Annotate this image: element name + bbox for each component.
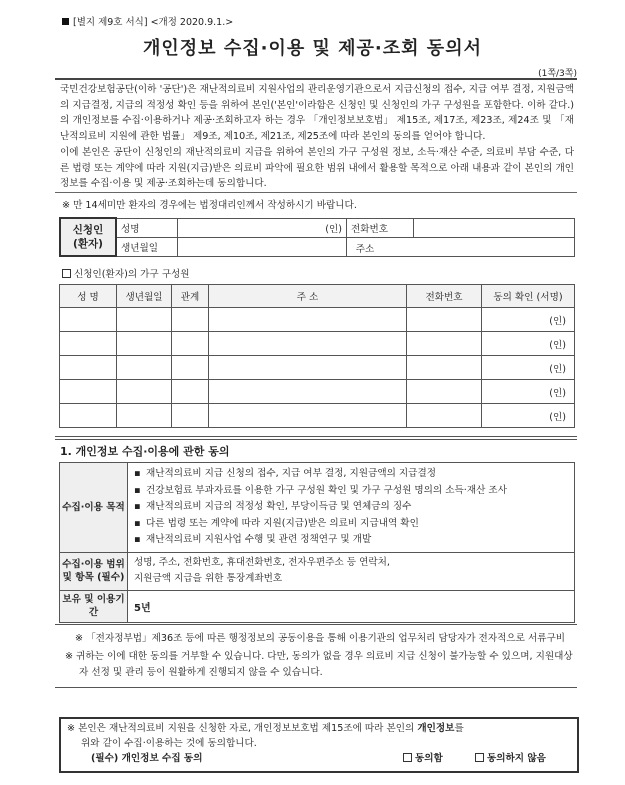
family-header-relation: 관계 — [172, 285, 209, 308]
family-caption-text: 신청인(환자)의 가구 구성원 — [74, 269, 190, 280]
applicant-head: 신청인 (환자) — [60, 218, 116, 256]
purpose-item: ▪ 건강보험료 부과자료를 이용한 가구 구성원 확인 및 가구 구성원 명의의 소득·재산 조사 — [134, 483, 568, 500]
family-table — [59, 284, 575, 428]
note-2: ※ 귀하는 이에 대한 동의를 거부할 수 있습니다. 다만, 동의가 없을 경우 의료비 지급 신청이 불가능할 수 있으며, 지원대상자 선정 및 관리 등이 원활하게 진행되지 않을 수 있습니다. — [65, 651, 573, 678]
family-header-birth: 생년월일 — [117, 285, 172, 308]
intro-text — [60, 82, 574, 192]
consent-line-1-c: 를 — [454, 723, 464, 734]
consent-line-1-b: 개인정보 — [417, 723, 455, 734]
family-seal: (인) — [482, 380, 575, 404]
family-row[interactable] — [60, 308, 575, 332]
applicant-name-label: 성명 — [116, 218, 178, 237]
disagree-checkbox-icon[interactable] — [475, 753, 484, 762]
purpose-item: ▪ 재난적의료비 지급 신청의 접수, 지급 여부 결정, 지원금액의 지급결정 — [134, 466, 568, 483]
purpose-cell — [128, 463, 575, 553]
purpose-head: 수집·이용 목적 — [60, 463, 128, 553]
family-seal: (인) — [482, 404, 575, 428]
items-line-1: 성명, 주소, 전화번호, 휴대전화번호, 전자우편주소 등 연락처, — [134, 556, 390, 568]
applicant-seal: (인) — [325, 223, 342, 235]
form-label — [62, 14, 233, 28]
applicant-table — [59, 217, 575, 257]
family-row[interactable] — [60, 404, 575, 428]
page-number: (1쪽/3쪽) — [538, 69, 577, 79]
family-row[interactable] — [60, 332, 575, 356]
note-1: ※ 「전자정부법」제36조 등에 따른 행정정보의 공동이용을 통해 이용기관의 업무처리 담당자가 전자적으로 서류구비 — [75, 633, 566, 644]
applicant-address-label: 주소 — [355, 243, 375, 255]
notes-block — [55, 624, 577, 688]
consent-box — [59, 717, 579, 773]
purpose-item: ▪ 재난적의료비 지원사업 수행 및 관련 정책연구 및 개발 — [134, 532, 568, 549]
purpose-item: ▪ 다른 법령 또는 계약에 따라 지원(지급)받은 의료비 지급내역 확인 — [134, 516, 568, 533]
intro-paragraph-1: 국민건강보험공단(이하 '공단')은 재난적의료비 지원사업의 관리운영기관으로서 지급신청의 접수, 지급 여부 결정, 지원금액의 지급결정, 지급의 적정성 확인 등을 위하여 본인('본인'이라함은 신청인 및 신청인의 가구 구성원을 포함한다. 이하 같다.)의 개인정보를 수집·이용하거나 제공·조회하고자 하는 경우 「개인정보보호법」 제15조, 제17조, 제23조, 제24조 및 「재난적의료비 지원에 관한 법률」 제9조, 제10조, 제21조, 제25조에 따라 본인의 동의를 얻어야 합니다. — [60, 84, 574, 143]
purpose-item: ▪ 재난적의료비 지급의 적정성 확인, 부당이득금 및 연체금의 징수 — [134, 499, 568, 516]
purpose-list — [134, 466, 568, 549]
family-header-phone: 전화번호 — [407, 285, 482, 308]
items-head: 수집·이용 범위 및 항목 (필수) — [60, 552, 128, 590]
section-divider — [55, 436, 577, 440]
retention-head: 보유 및 이용기간 — [60, 590, 128, 622]
agree-label: 동의함 — [415, 753, 443, 764]
page-title: 개인정보 수집·이용 및 제공·조회 동의서 — [143, 38, 482, 59]
usage-table — [59, 462, 575, 623]
applicant-name-field[interactable] — [178, 218, 347, 237]
family-header-row — [60, 285, 575, 308]
family-caption — [62, 266, 190, 280]
retention-value: 5년 — [128, 590, 575, 622]
applicant-birth-field[interactable] — [178, 237, 375, 256]
checkbox-icon — [62, 269, 71, 278]
items-line-2: 지원금액 지급을 위한 통장계좌번호 — [134, 573, 283, 585]
applicant-phone-field[interactable] — [414, 218, 575, 237]
section1-title: 1. 개인정보 수집·이용에 관한 동의 — [60, 445, 230, 458]
family-header-sign: 동의 확인 (서명) — [482, 285, 575, 308]
family-row[interactable] — [60, 356, 575, 380]
family-header-name: 성 명 — [60, 285, 117, 308]
top-divider — [55, 78, 577, 80]
required-label: (필수) 개인정보 수집 동의 — [91, 753, 203, 764]
consent-line-1 — [67, 721, 577, 736]
agree-option[interactable] — [403, 751, 443, 766]
consent-line-1-a: ※ 본인은 재난적의료비 지원을 신청한 자로, 개인정보보호법 제15조에 따라 본인의 — [67, 723, 415, 734]
family-seal: (인) — [482, 308, 575, 332]
family-seal: (인) — [482, 356, 575, 380]
items-cell — [128, 552, 575, 590]
family-seal: (인) — [482, 332, 575, 356]
intro-divider — [55, 192, 577, 193]
family-header-address: 주 소 — [209, 285, 407, 308]
applicant-phone-label: 전화번호 — [347, 218, 414, 237]
family-row[interactable] — [60, 380, 575, 404]
consent-line-2: 위와 같이 수집·이용하는 것에 동의합니다. — [81, 738, 257, 749]
applicant-address-field[interactable] — [347, 237, 575, 256]
disagree-option[interactable] — [475, 751, 546, 766]
minor-note: ※ 만 14세미만 환자의 경우에는 법정대리인께서 작성하시기 바랍니다. — [62, 200, 357, 211]
form-label-text: [별지 제9호 서식] <개정 2020.9.1.> — [73, 17, 234, 28]
intro-paragraph-2: 이에 본인은 공단이 신청인의 재난적의료비 지급을 위하여 본인의 가구 구성원 정보, 소득·재산 수준, 의료비 부담 수준, 다른 법령 또는 계약에 따라 지원(지급)받은 의료비 파악에 필요한 범위 내에서 활용할 목적으로 아래 내용과 같이 본인의 개인정보를 수집·이용 및 제공·조회하는데 동의합니다. — [60, 146, 574, 190]
square-bullet-icon — [62, 18, 69, 25]
agree-checkbox-icon[interactable] — [403, 753, 412, 762]
applicant-birth-label: 생년월일 — [116, 237, 178, 256]
disagree-label: 동의하지 않음 — [487, 753, 546, 764]
